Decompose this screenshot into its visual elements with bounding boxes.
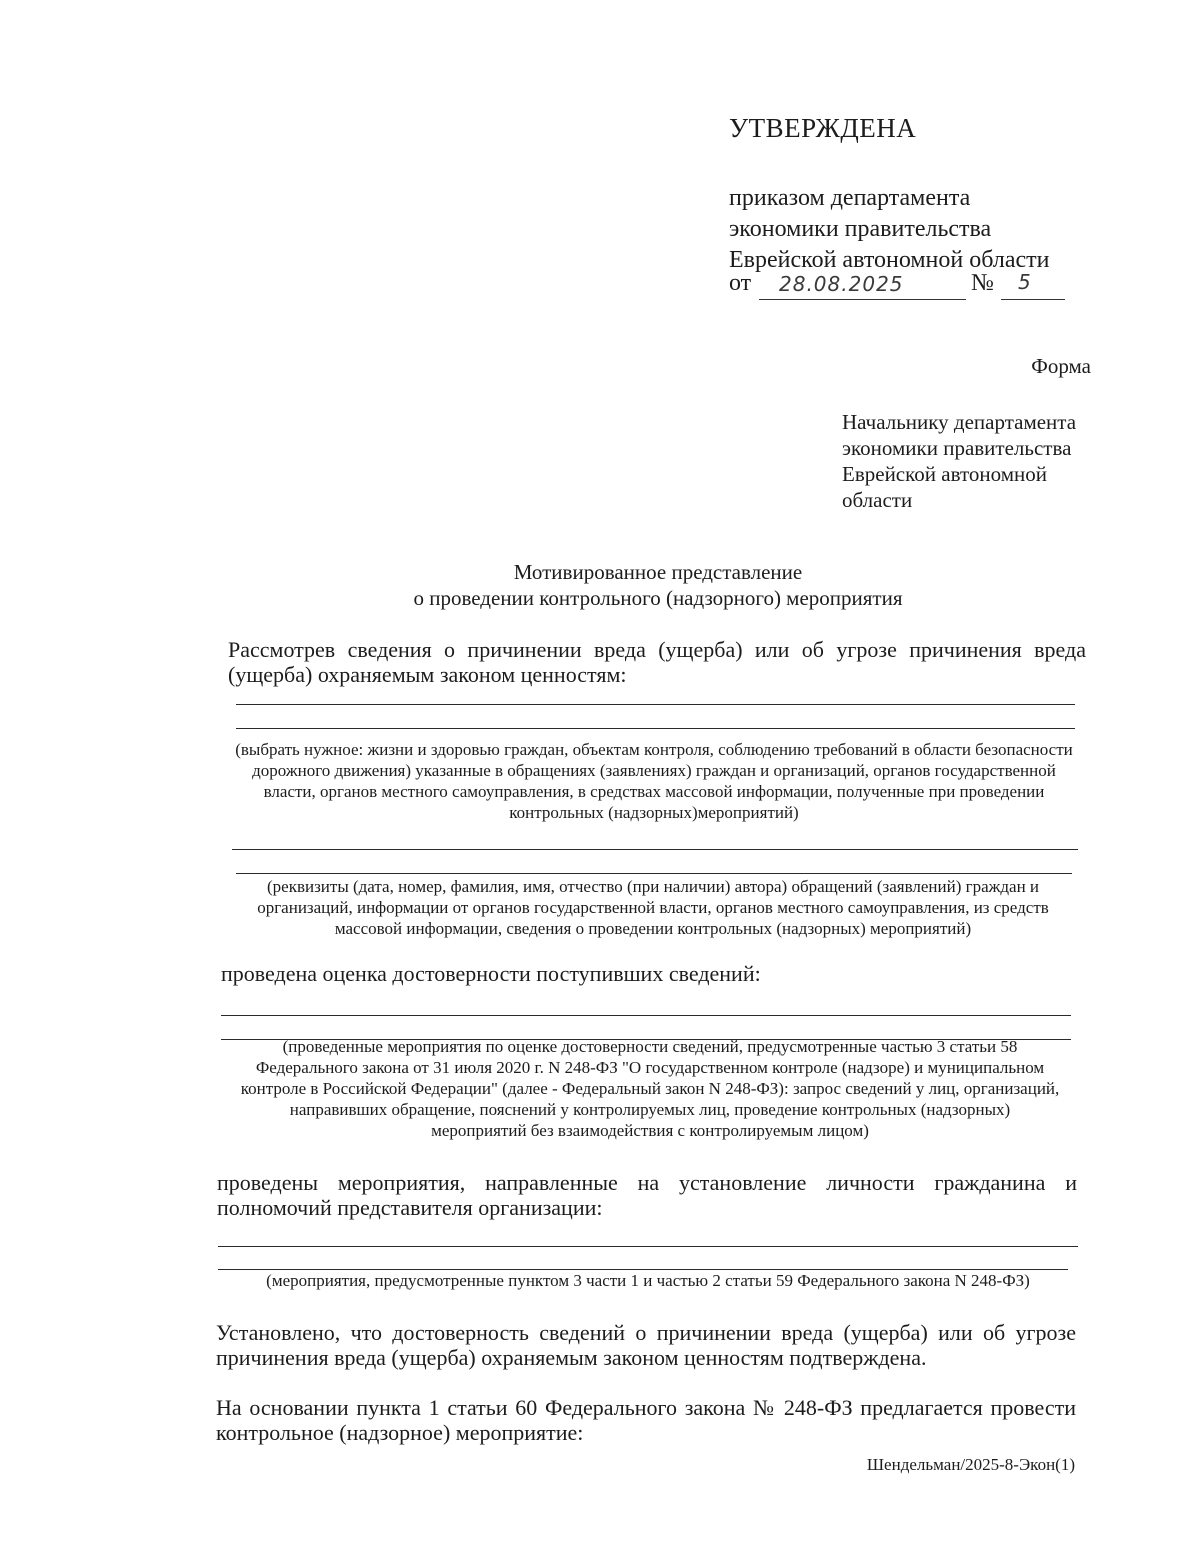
number-underline (1001, 299, 1065, 300)
approval-order-text (729, 183, 1049, 276)
fill-line (218, 1246, 1078, 1247)
established-paragraph: Установлено, что достоверность сведений о причинении вреда (ущерба) или об угрозе причинения вреда (ущерба) охраняемым законом ценностям подтверждена. (216, 1320, 1076, 1370)
document-title (0, 559, 1200, 611)
document-title-line-2: о проведении контрольного (надзорного) мероприятия (413, 586, 903, 610)
considered-hint: (выбрать нужное: жизни и здоровью граждан, объектам контроля, соблюдению требований в области безопасности дорожного движения) указанные в обращениях (заявлениях) граждан и организаций, органов государственной власти, органов местного самоуправления, в средствах массовой информации, полученные при проведении контрольных (надзорных)мероприятий) (235, 740, 1073, 822)
approval-title: УТВЕРЖДЕНА (729, 113, 917, 143)
date-underline (759, 299, 966, 300)
footer-document-code: Шендельман/2025-8-Экон(1) (866, 1455, 1075, 1474)
fill-line (221, 1015, 1071, 1016)
document-title-line-1: Мотивированное представление (513, 560, 803, 584)
approval-line-3: Еврейской автономной области (729, 247, 1050, 273)
addressee-line-1: Начальнику департамента (842, 410, 1077, 434)
addressee-line-2: экономики правительства (842, 436, 1072, 460)
addressee-line-3: Еврейской автономной (842, 462, 1047, 486)
number-label: № (971, 270, 994, 296)
addressee-block (842, 409, 1076, 513)
fill-line (236, 873, 1072, 874)
identity-hint: (мероприятия, предусмотренные пунктом 3 части 1 и частью 2 статьи 59 Федерального закона N 248-ФЗ) (266, 1271, 1030, 1290)
fill-line (232, 849, 1078, 850)
approval-line-2: экономики правительства (729, 216, 992, 242)
proposal-paragraph: На основании пункта 1 статьи 60 Федерального закона № 248-ФЗ предлагается провести контрольное (надзорное) мероприятие: (216, 1395, 1076, 1445)
approval-line-1: приказом департамента (729, 185, 971, 211)
handwritten-date: 28.08.2025 (779, 272, 904, 296)
assessment-hint: (проведенные мероприятия по оценке достоверности сведений, предусмотренные частью 3 статьи 58 Федерального закона от 31 июля 2020 г. N 248-ФЗ "О государственном контроле (надзоре) и муниципальном контроле в Российской Федерации" (далее - Федеральный закон N 248-ФЗ): запрос сведений у лиц, организаций, направивших обращение, пояснений у контролируемых лиц, проведение контрольных (надзорных) мероприятий без взаимодействия с контролируемым лицом) (240, 1037, 1060, 1140)
from-label: от (729, 270, 752, 296)
identity-paragraph: проведены мероприятия, направленные на установление личности гражданина и полномочий представителя организации: (217, 1170, 1077, 1220)
assessment-paragraph: проведена оценка достоверности поступивших сведений: (221, 961, 761, 986)
requisites-hint: (реквизиты (дата, номер, фамилия, имя, отчество (при наличии) автора) обращений (заявлений) граждан и организаций, информации от органов государственной власти, органов местного самоуправления, из средств массовой информации, сведения о проведении контрольных (надзорных) мероприятий) (257, 877, 1049, 938)
addressee-line-4: области (842, 488, 913, 512)
form-label: Форма (1031, 354, 1091, 378)
fill-line (236, 728, 1075, 729)
considered-paragraph: Рассмотрев сведения о причинении вреда (ущерба) или об угрозе причинения вреда (ущерба) охраняемым законом ценностям: (228, 637, 1086, 687)
handwritten-number: 5 (1018, 270, 1032, 294)
fill-line (236, 704, 1075, 705)
